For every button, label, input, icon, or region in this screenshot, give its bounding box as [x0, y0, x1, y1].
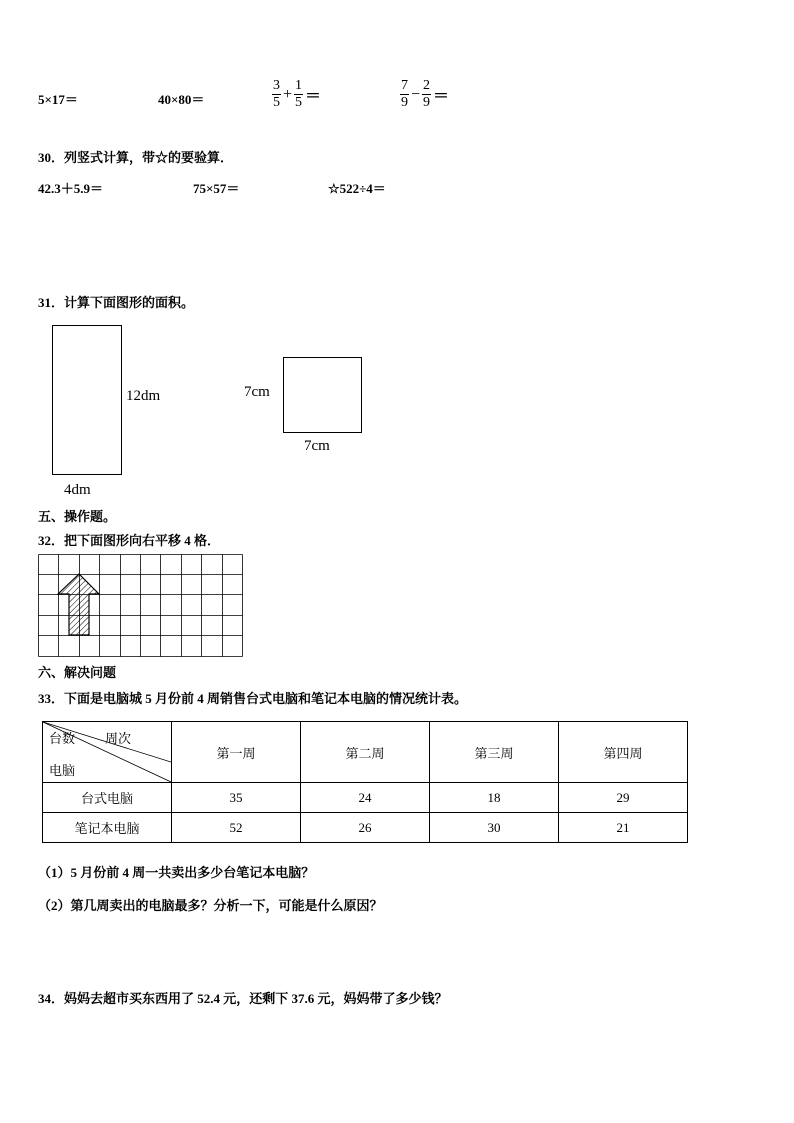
- header-bottom-left: 电脑: [49, 763, 76, 778]
- table-cell: 21: [559, 813, 688, 843]
- week-header: 第一周: [172, 722, 301, 783]
- operator: −: [411, 85, 421, 103]
- equals: ＝: [433, 88, 450, 105]
- row-label: 台式电脑: [43, 783, 172, 813]
- equals: ＝: [305, 88, 322, 105]
- table-cell: 35: [172, 783, 301, 813]
- section-5-title: 五、操作题。: [38, 509, 117, 524]
- rect-height-label: 12dm: [126, 388, 161, 404]
- header-top-right: 周次: [105, 731, 132, 746]
- denominator: 9: [423, 95, 431, 110]
- table-cell: 29: [559, 783, 688, 813]
- table-cell: 52: [172, 813, 301, 843]
- q30-item-3: ☆522÷4＝: [328, 181, 386, 196]
- denominator: 5: [295, 95, 303, 110]
- q30-title: 30．列竖式计算，带☆的要验算．: [38, 150, 234, 165]
- week-header: 第三周: [430, 722, 559, 783]
- operator: +: [283, 85, 293, 103]
- q33-title: 33．下面是电脑城 5 月份前 4 周销售台式电脑和笔记本电脑的情况统计表。: [38, 691, 468, 706]
- sales-table: [42, 721, 688, 843]
- q33-sub-1: （1）5 月份前 4 周一共卖出多少台笔记本电脑？: [38, 865, 315, 880]
- rectangle-figure: [52, 325, 122, 475]
- q32-title: 32．把下面图形向右平移 4 格．: [38, 533, 221, 548]
- week-header: 第四周: [559, 722, 688, 783]
- expr-1: 5×17＝: [38, 92, 78, 107]
- numerator: 3: [273, 78, 280, 93]
- translation-grid: [38, 554, 243, 657]
- denominator: 9: [401, 95, 408, 110]
- q33-sub-2: （2）第几周卖出的电脑最多？分析一下，可能是什么原因？: [38, 898, 383, 913]
- expr-3: [272, 78, 323, 111]
- numerator: 7: [401, 78, 408, 93]
- fraction: [422, 78, 431, 111]
- square-bottom-label: 7cm: [304, 438, 330, 454]
- q30-item-2: 75×57＝: [193, 181, 240, 196]
- section-6-title: 六、解决问题: [38, 665, 117, 680]
- fraction: [272, 78, 281, 111]
- q30-item-1: 42.3＋5.9＝: [38, 181, 104, 196]
- table-row: [43, 813, 688, 843]
- table-row: [43, 783, 688, 813]
- table-cell: 24: [301, 783, 430, 813]
- table-cell: 18: [430, 783, 559, 813]
- row-label: 笔记本电脑: [43, 813, 172, 843]
- rect-width-label: 4dm: [64, 482, 91, 498]
- arrow-shape: [58, 574, 99, 635]
- q31-title: 31．计算下面图形的面积。: [38, 295, 195, 310]
- q34-title: 34．妈妈去超市买东西用了 52.4 元，还剩下 37.6 元，妈妈带了多少钱？: [38, 991, 448, 1006]
- table-header-diagonal-cell: [43, 722, 172, 783]
- header-top-left: 台数: [49, 731, 76, 746]
- denominator: 5: [273, 95, 280, 110]
- square-figure: [283, 357, 362, 433]
- expr-4: [400, 78, 451, 111]
- table-cell: 26: [301, 813, 430, 843]
- fraction: [294, 78, 303, 111]
- numerator: 1: [295, 78, 303, 93]
- fraction: [400, 78, 409, 111]
- square-side-label: 7cm: [244, 384, 270, 400]
- week-header: 第二周: [301, 722, 430, 783]
- table-cell: 30: [430, 813, 559, 843]
- expr-2: 40×80＝: [158, 92, 205, 107]
- numerator: 2: [423, 78, 431, 93]
